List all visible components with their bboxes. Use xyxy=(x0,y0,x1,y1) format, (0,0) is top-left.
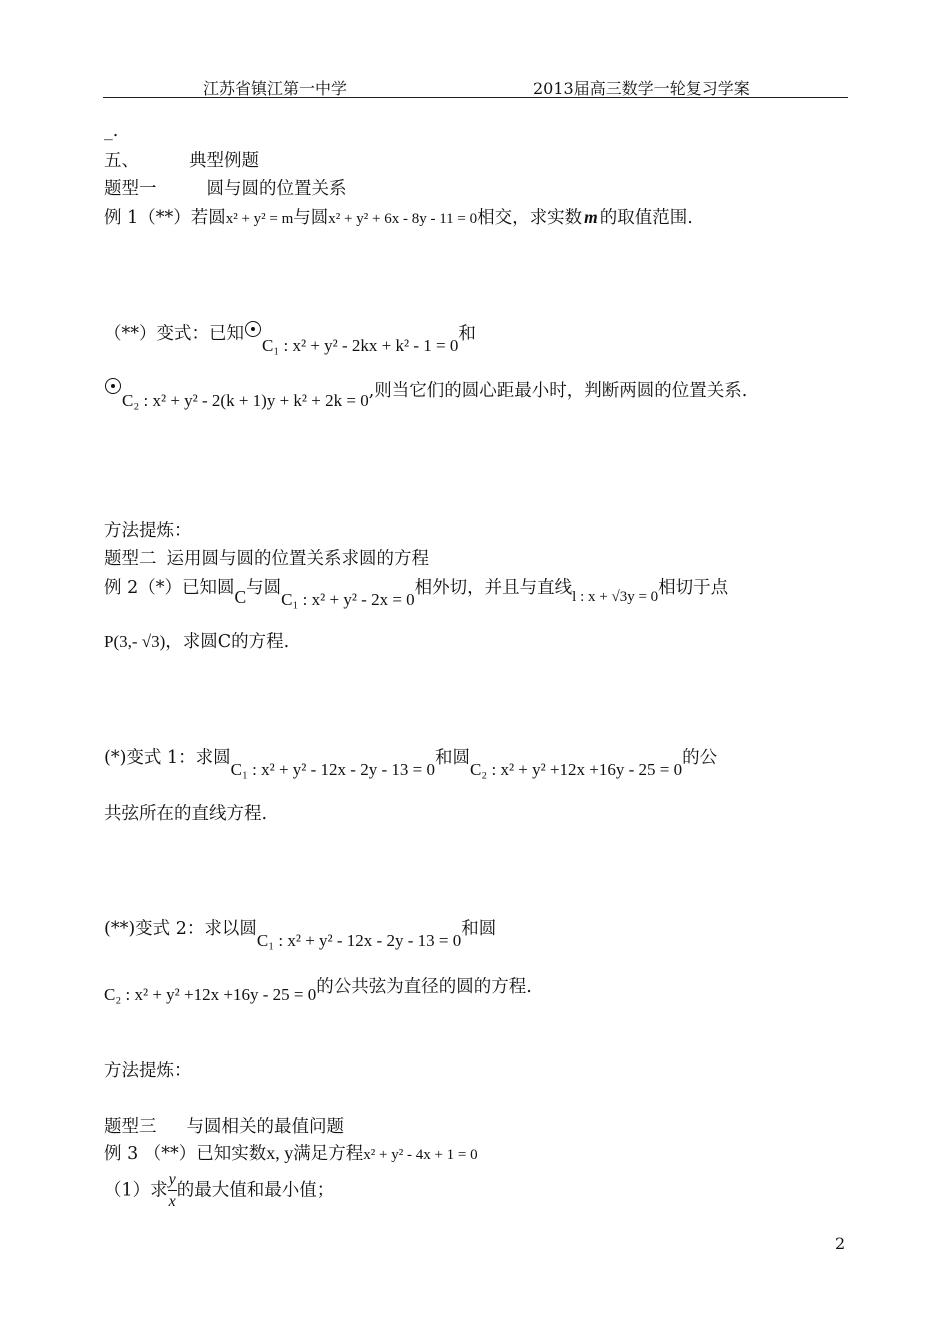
section-number: 五、 xyxy=(104,151,139,171)
variant-2-1-line-2: 共弦所在的直线方程. xyxy=(104,804,268,824)
variant-2-2-line-2 xyxy=(104,973,532,1004)
question-1 xyxy=(104,1172,334,1210)
ex3-mid: 满足方程 xyxy=(293,1144,364,1164)
type3-heading xyxy=(104,1113,344,1138)
fraction-numerator: y xyxy=(168,1172,177,1191)
header-course: 2013届高三数学一轮复习学案 xyxy=(533,79,750,98)
v2-equation-2: C₂ : x² + y² +12x +16y - 25 = 0 xyxy=(104,985,317,1004)
ex1-suffix-1: 相交，求实数 xyxy=(477,208,583,228)
circle-dot-icon xyxy=(105,378,121,394)
type3-title: 与圆相关的最值问题 xyxy=(186,1117,344,1137)
v1-equation-1: C₁ : x² + y² - 12x - 2y - 13 = 0 xyxy=(230,760,435,779)
example-3 xyxy=(104,1140,478,1165)
ex2-tangent: 相切于点 xyxy=(658,578,729,598)
ex2-equation-1: C₁ : x² + y² - 2x = 0 xyxy=(281,590,415,609)
ex1-suffix-2: 的取值范围. xyxy=(599,208,693,228)
ex2-point: P(3,- √3) xyxy=(104,632,166,651)
v1-and: 和圆 xyxy=(434,748,470,768)
v2-suffix: 的公共弦为直径的圆的方程. xyxy=(316,977,532,997)
type2-label: 题型二 xyxy=(104,549,157,569)
y-over-x-fraction xyxy=(168,1172,177,1210)
ex1-equation-1: x² + y² = m xyxy=(225,211,294,227)
example-1 xyxy=(104,204,693,229)
header-rule xyxy=(103,97,848,98)
var1-suffix: ,则当它们的圆心距最小时，判断两圆的位置关系. xyxy=(368,381,748,401)
ex2-suffix: ，求圆C的方程. xyxy=(165,632,290,652)
header-school: 江苏省镇江第一中学 xyxy=(203,79,348,98)
ex1-variable: m xyxy=(584,207,598,227)
variant-1-line-2 xyxy=(104,377,748,410)
variant-1 xyxy=(104,320,476,355)
v1-prefix: (*)变式 1：求圆 xyxy=(104,748,231,768)
page-number: 2 xyxy=(835,1234,846,1253)
var1-and: 和 xyxy=(458,324,476,344)
ex3-prefix: 例 3 （**）已知实数 xyxy=(104,1144,267,1164)
type2-heading xyxy=(104,545,429,570)
top-fragment: _. xyxy=(104,121,119,141)
v1-equation-2: C₂ : x² + y² +12x +16y - 25 = 0 xyxy=(469,760,683,779)
ex2-prefix: 例 2（*）已知圆 xyxy=(104,578,235,598)
fraction-denominator: x xyxy=(168,1193,176,1210)
type1-title: 圆与圆的位置关系 xyxy=(206,179,347,199)
v2-and: 和圆 xyxy=(461,919,497,939)
variant-2-2 xyxy=(104,915,497,950)
ex1-prefix: 例 1（**）若圆 xyxy=(104,208,226,228)
var1-prefix: （**）变式：已知 xyxy=(104,324,244,344)
var1-equation-1: C₁ : x² + y² - 2kx + k² - 1 = 0 xyxy=(262,336,459,355)
v2-prefix: (**)变式 2：求以圆 xyxy=(104,919,257,939)
q1-suffix: 的最大值和最小值； xyxy=(176,1180,335,1201)
method-summary-1: 方法提炼： xyxy=(104,521,192,541)
type2-title: 运用圆与圆的位置关系求圆的方程 xyxy=(166,549,429,569)
ex1-equation-2: x² + y² + 6x - 8y - 11 = 0 xyxy=(328,211,478,227)
type1-heading xyxy=(104,175,347,200)
v2-equation-1: C₁ : x² + y² - 12x - 2y - 13 = 0 xyxy=(256,931,462,950)
ex2-with: 与圆 xyxy=(246,578,282,598)
example-2 xyxy=(104,574,729,609)
var1-equation-2: C₂ : x² + y² - 2(k + 1)y + k² + 2k = 0 xyxy=(122,391,369,410)
type3-label: 题型三 xyxy=(104,1117,157,1137)
ex3-equation: x² + y² - 4x + 1 = 0 xyxy=(363,1147,478,1163)
example-2-line-2 xyxy=(104,628,289,653)
ex3-vars: x, y xyxy=(266,1143,294,1163)
section-heading xyxy=(104,147,259,172)
ex2-line: l : x + √3y = 0 xyxy=(572,589,659,605)
ex2-circle-c: C xyxy=(234,587,247,607)
variant-2-1 xyxy=(104,744,718,779)
method-summary-2: 方法提炼： xyxy=(104,1061,192,1081)
q1-prefix: （1）求 xyxy=(104,1180,168,1201)
section-title: 典型例题 xyxy=(189,151,259,171)
ex1-mid: 与圆 xyxy=(293,208,329,228)
type1-label: 题型一 xyxy=(104,179,157,199)
ex2-mid: 相外切，并且与直线 xyxy=(414,578,573,598)
circle-dot-icon xyxy=(245,321,261,337)
v1-suffix-a: 的公 xyxy=(682,748,718,768)
